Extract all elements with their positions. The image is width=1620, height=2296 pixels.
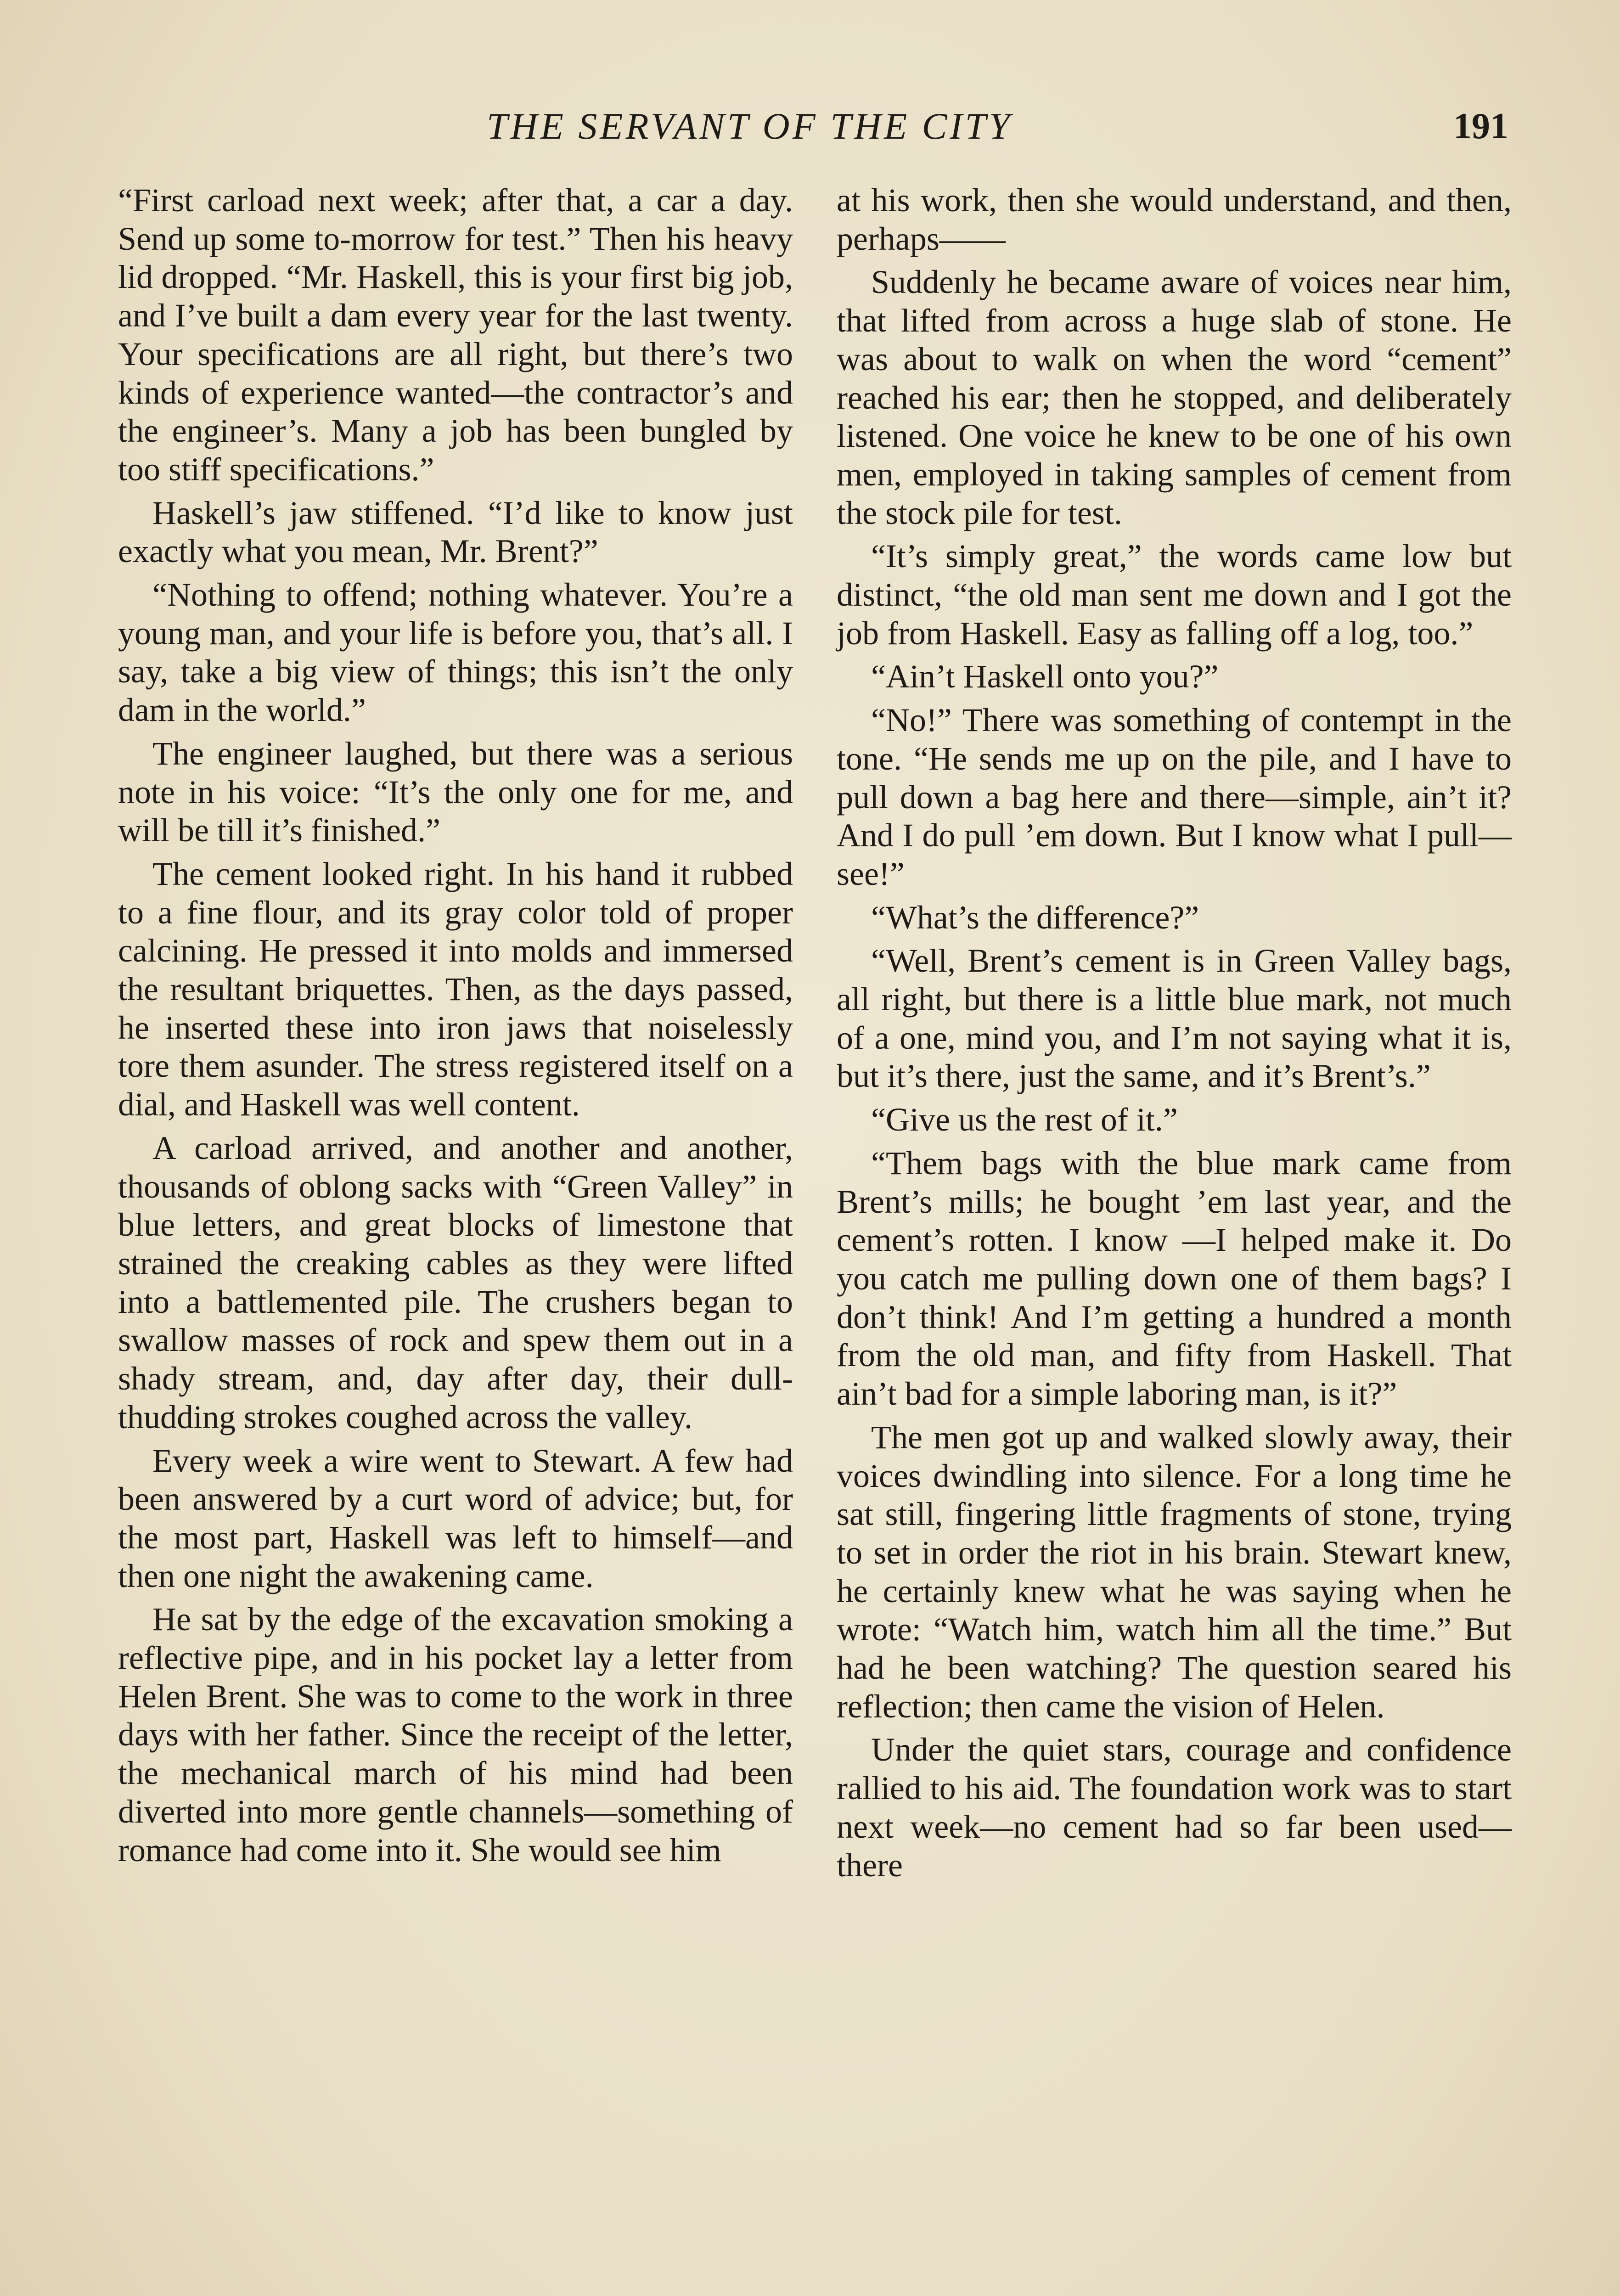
paragraph-continuation: at his work, then she would understand, and then, perhaps—— <box>837 182 1512 257</box>
right-column <box>837 181 1512 1890</box>
paragraph: “It’s simply great,” the words came low but distinct, “the old man sent me down and I got the job from Haskell. Easy as falling off a log, too.” <box>837 538 1512 652</box>
paragraph: “First carload next week; after that, a car a day. Send up some to-morrow for test.” Then his heavy lid dropped. “Mr. Haskell, this is your first big job, and I’ve built a dam every year for the last twenty. Your specifications are all right, but there’s two kinds of experience wanted—the contractor’s and the engineer’s. Many a job has been bungled by too stiff specifications.” <box>118 182 793 488</box>
paragraph: “Well, Brent’s cement is in Green Valley bags, all right, but there is a little blue mark, not much of a one, mind you, and I’m not saying what it is, but it’s there, just the same, and it’s Brent’s.” <box>837 942 1512 1095</box>
paragraph: The men got up and walked slowly away, their voices dwindling into silence. For a long time he sat still, fingering little fragments of stone, trying to set in order the riot in his brain. Stewart knew, he certainly knew what he was saying when he wrote: “Watch him, watch him all the time.” But had he been watching? The question seared his reflection; then came the vision of Helen. <box>837 1418 1512 1725</box>
paragraph: “Ain’t Haskell onto you?” <box>871 658 1219 695</box>
running-title: THE SERVANT OF THE CITY <box>487 105 1012 147</box>
paragraph: A carload arrived, and another and another, thousands of oblong sacks with “Green Valley” in blue letters, and great blocks of limestone that strained the creaking cables as they were lifted into a battlemented pile. The crushers began to swallow masses of rock and spew them out in a shady stream, and, day after day, their dull-thudding strokes coughed across the valley. <box>118 1129 793 1435</box>
paragraph: “No!” There was something of contempt in the tone. “He sends me up on the pile, and I have to pull down a bag here and there—simple, ain’t it? And I do pull ’em down. But I know what I pull—see!” <box>837 702 1512 892</box>
paragraph: He sat by the edge of the excavation smoking a reflective pipe, and in his pocket lay a letter from Helen Brent. She was to come to the work in three days with her father. Since the receipt of the letter, the mechanical march of his mind had been diverted into more gentle channels—something of romance had come into it. She would see him <box>118 1601 793 1868</box>
paragraph: “Nothing to offend; nothing whatever. You’re a young man, and your life is before you, that’s all. I say, take a big view of things; this isn’t the only dam in the world.” <box>118 576 793 729</box>
paragraph: Every week a wire went to Stewart. A few had been answered by a curt word of advice; but, for the most part, Haskell was left to himself—and then one night the awakening came. <box>118 1442 793 1594</box>
paragraph: Under the quiet stars, courage and confidence rallied to his aid. The foundation work was to start next week—no cement had so far been used—there <box>837 1731 1512 1884</box>
paragraph: The cement looked right. In his hand it rubbed to a fine flour, and its gray color told of proper calcining. He pressed it into molds and immersed the resultant briquettes. Then, as the days passed, he inserted these into iron jaws that noiselessly tore them asunder. The stress registered itself on a dial, and Haskell was well content. <box>118 855 793 1123</box>
paragraph: “What’s the difference?” <box>871 899 1199 936</box>
left-column <box>118 181 793 1874</box>
running-head <box>0 99 1620 154</box>
paragraph: “Them bags with the blue mark came from Brent’s mills; he bought ’em last year, and the cement’s rotten. I know —I helped make it. Do you catch me pulling down one of them bags? I don’t think! And I’m getting a hundred a month from the old man, and fifty from Haskell. That ain’t bad for a simple laboring man, is it?” <box>837 1144 1512 1412</box>
paragraph: “Give us the rest of it.” <box>871 1101 1178 1138</box>
page-number: 191 <box>1453 106 1508 146</box>
paragraph: Haskell’s jaw stiffened. “I’d like to know just exactly what you mean, Mr. Brent?” <box>118 494 793 570</box>
paragraph: Suddenly he became aware of voices near him, that lifted from across a huge slab of stone. He was about to walk on when the word “cement” reached his ear; then he stopped, and deliberately listened. One voice he knew to be one of his own men, employed in taking samples of cement from the stock pile for test. <box>837 264 1512 531</box>
paragraph: The engineer laughed, but there was a serious note in his voice: “It’s the only one for me, and will be till it’s finished.” <box>118 735 793 849</box>
